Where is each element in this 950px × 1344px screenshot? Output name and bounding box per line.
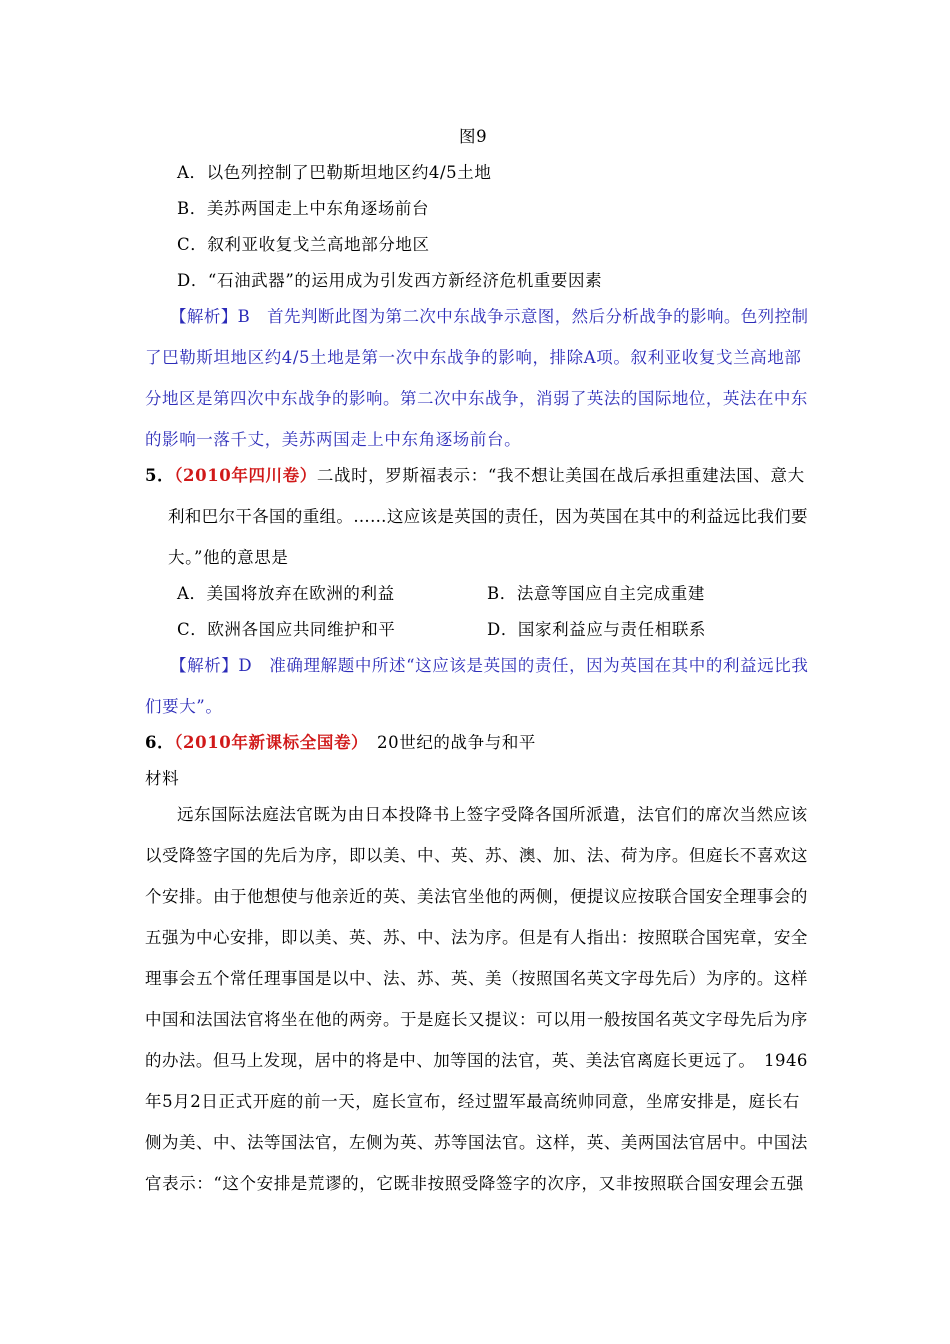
q6-paragraph-line-5: 理事会五个常任理事国是以中、法、苏、英、美（按照国名英文字母先后）为序的。这样 [145,969,808,988]
q5-analysis-tag: 【解析】 [170,656,239,675]
q6-source: （2010年新课标全国卷） [174,733,369,752]
q6-number: 6． [145,733,175,752]
q6-paragraph-line-8: 年5月2日正式开庭的前一天，庭长宣布，经过盟军最高统帅同意，坐席安排是，庭长右 [145,1092,800,1111]
q4-option-b: B．美苏两国走上中东角逐场前台 [177,199,430,218]
q6-paragraph-line-10: 官表示：“这个安排是荒谬的，它既非按照受降签字的次序，又非按照联合国安理会五强 [145,1174,804,1193]
q5-number: 5． [145,466,175,485]
q4-option-d: D．“石油武器”的运用成为引发西方新经济危机重要因素 [177,271,603,290]
q4-option-c: C．叙利亚收复戈兰高地部分地区 [177,235,430,254]
q5-analysis-text: D 准确理解题中所述“这应该是英国的责任，因为英国在其中的利益远比我 [238,656,809,675]
q6-paragraph-line-7: 的办法。但马上发现，居中的将是中、加等国的法官，英、美法官离庭长更远了。 1946 [145,1051,808,1070]
q6-paragraph-line-2: 以受降签字国的先后为序，即以美、中、英、苏、澳、加、法、荷为序。但庭长不喜欢这 [145,846,808,865]
q6-paragraph-line-1: 远东国际法庭法官既为由日本投降书上签字受降各国所派遣，法官们的席次当然应该 [177,805,808,824]
q5-option-d: D．国家利益应与责任相联系 [487,620,707,639]
q4-analysis-tag: 【解析】 [170,307,238,326]
q4-analysis-line-3: 分地区是第四次中东战争的影响。第二次中东战争，消弱了英法的国际地位，英法在中东 [145,389,808,408]
q4-analysis-text: B 首先判断此图为第二次中东战争示意图，然后分析战争的影响。色列控制 [237,307,809,326]
q6-paragraph-line-9: 侧为美、中、法等国法官，左侧为英、苏等国法官。这样，英、美两国法官居中。中国法 [145,1133,808,1152]
q6-heading [145,731,536,755]
q4-analysis-line-4: 的影响一落千丈，美苏两国走上中东角逐场前台。 [145,430,522,449]
q5-option-b: B．法意等国应自主完成重建 [487,584,705,603]
q5-stem-text: 二战时，罗斯福表示：“我不想让美国在战后承担重建法国、意大 [316,466,805,485]
q5-analysis-line-1 [170,654,808,678]
q5-stem-line-3: 大。”他的意思是 [168,548,289,567]
q5-analysis-line-2: 们要大”。 [145,697,223,716]
q4-analysis-line-2: 了巴勒斯坦地区约4/5土地是第一次中东战争的影响，排除A项。叙利亚收复戈兰高地部 [145,348,802,367]
q5-option-a: A．美国将放弃在欧洲的利益 [177,584,395,603]
q4-analysis-line-1 [170,305,808,329]
q6-paragraph-line-4: 五强为中心安排，即以美、英、苏、中、法为序。但是有人指出：按照联合国宪章，安全 [145,928,808,947]
q5-stem-line-1 [145,464,805,488]
q6-title: 20世纪的战争与和平 [377,733,537,752]
q5-stem-line-2: 利和巴尔干各国的重组。……这应该是英国的责任，因为英国在其中的利益远比我们要 [168,507,808,526]
q6-paragraph-line-3: 个安排。由于他想使与他亲近的英、美法官坐他的两侧，便提议应按联合国安全理事会的 [145,887,808,906]
q5-source: （2010年四川卷） [174,466,317,485]
q4-option-a: A．以色列控制了巴勒斯坦地区约4/5土地 [177,163,492,182]
q5-option-c: C．欧洲各国应共同维护和平 [177,620,396,639]
figure-caption: 图9 [459,127,488,146]
q6-material-label: 材料 [145,769,180,788]
q6-paragraph-line-6: 中国和法国法官将坐在他的两旁。于是庭长又提议：可以用一般按国名英文字母先后为序 [145,1010,808,1029]
